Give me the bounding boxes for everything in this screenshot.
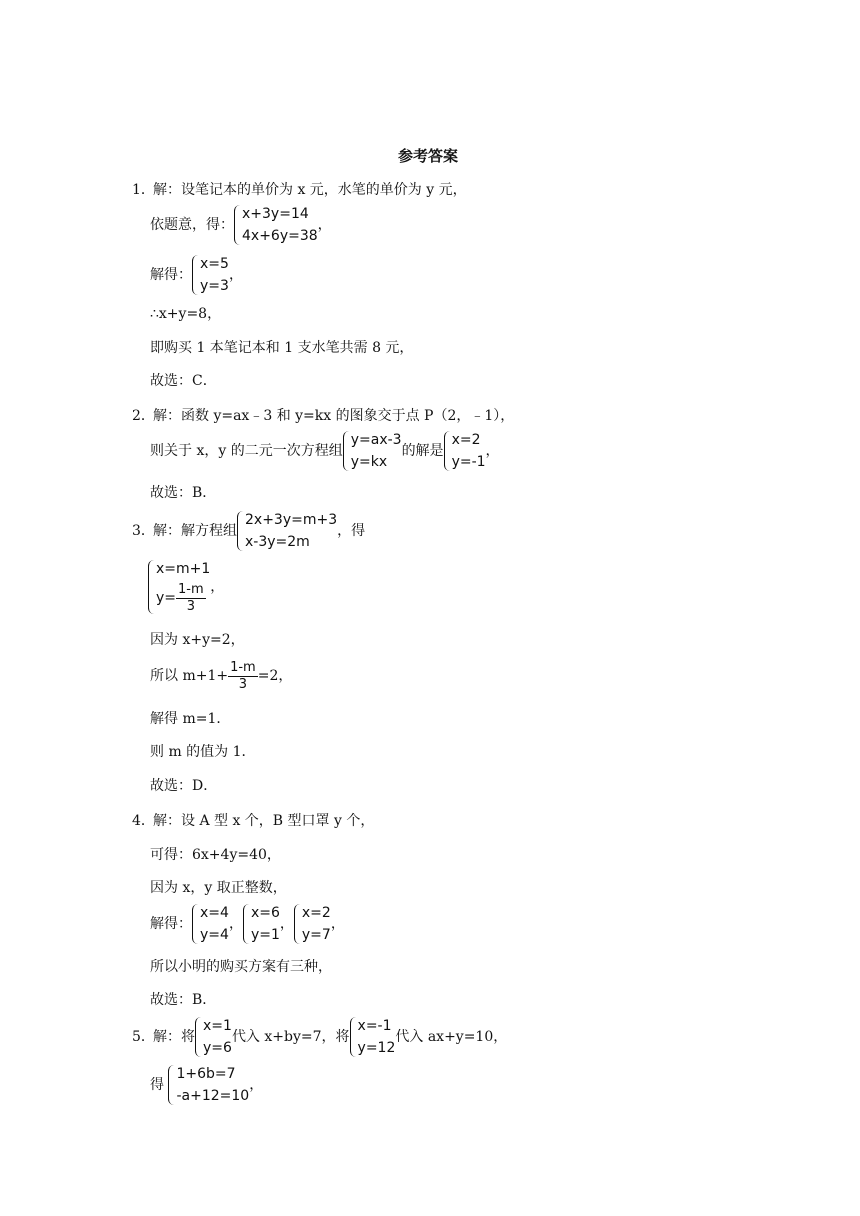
equation-row: y=12 — [357, 1040, 396, 1056]
q2-solution-system — [444, 429, 486, 473]
equation-row: x=6 — [250, 905, 280, 921]
q5-line2-prefix: 得 — [150, 1077, 164, 1093]
q1-line4: ∴x+y=8， — [150, 306, 222, 322]
q3-solution-system — [148, 558, 210, 616]
q5-system-2 — [350, 1015, 396, 1059]
q1-line5: 即购买 1 本笔记本和 1 支水笔共需 8 元， — [150, 340, 414, 356]
equation-row: y=4 — [200, 927, 229, 943]
q3-line6: 则 m 的值为 1． — [150, 744, 256, 760]
q4-line4: 解得： x=4 y=4 ， x=6 y=1 ， x=2 y=7 ， — [150, 901, 345, 947]
equation-row: x=5 — [200, 256, 229, 272]
q4-number: 4． — [132, 813, 155, 829]
equation-row: y=3 — [200, 278, 229, 294]
q3-line4-prefix: 所以 m+1+ — [150, 668, 229, 684]
q4-solution-b — [243, 902, 280, 946]
equation-row: x+3y=14 — [242, 206, 309, 222]
equation-row: y=-1 — [451, 454, 486, 470]
fraction-numerator: 1-m — [230, 659, 256, 675]
equation-row: x=2 — [301, 905, 331, 921]
q4-line6: 故选：B． — [150, 992, 217, 1008]
q1-line2-prefix: 依题意，得： — [150, 217, 234, 233]
equation-row: x=1 — [203, 1018, 232, 1034]
equation-row: y=7 — [301, 927, 331, 943]
equation-row — [156, 580, 210, 616]
equation-row: y=kx — [350, 454, 388, 470]
equation-row: x=-1 — [357, 1018, 392, 1034]
q3-equation-system — [237, 509, 337, 553]
equation-row: y=ax-3 — [350, 432, 402, 448]
q3-line1-prefix: 解：解方程组 — [153, 523, 237, 539]
q1-line6: 故选：C． — [150, 373, 217, 389]
fraction-numerator: 1-m — [178, 581, 204, 597]
q1-line2: 依题意，得： x+3y=14 4x+6y=38 ， — [150, 202, 332, 248]
q3-line4 — [150, 656, 292, 696]
equation-row: -a+12=10 — [176, 1088, 250, 1104]
equation-row: x=4 — [200, 905, 229, 921]
equation-row: x=m+1 — [156, 561, 211, 577]
q1-solution-system — [192, 253, 229, 297]
equation-row: 2x+3y=m+3 — [245, 512, 338, 528]
fraction — [228, 660, 258, 693]
q2-number: 2． — [132, 408, 155, 424]
q5-line1-prefix: 解：将 — [153, 1029, 195, 1045]
q3-line1 — [153, 508, 365, 554]
q3-line7: 故选：D． — [150, 778, 218, 794]
q5-system-1 — [195, 1015, 232, 1059]
q5-line1-mid: 代入 x+by=7，将 — [231, 1029, 350, 1045]
q5-number: 5． — [132, 1029, 155, 1045]
q1-line3: 解得： x=5 y=3 ， — [150, 252, 243, 298]
equation-row: y=1 — [250, 927, 280, 943]
q1-equation-system — [234, 203, 318, 247]
equation-row: y=6 — [203, 1040, 232, 1056]
fraction-denominator: 3 — [186, 598, 195, 614]
q4-solution-a — [192, 902, 229, 946]
q3-line5: 解得 m=1． — [150, 711, 231, 727]
q1-line3-prefix: 解得： — [150, 267, 192, 283]
q4-line2: 可得：6x+4y=40， — [150, 847, 281, 863]
fraction-denominator: 3 — [238, 676, 248, 692]
q5-line1 — [153, 1014, 507, 1060]
equation-row: x-3y=2m — [245, 534, 310, 550]
equation-row: 1+6b=7 — [176, 1066, 236, 1082]
q2-line2: 则关于 x，y 的二元一次方程组 y=ax-3 y=kx 的解是 x=2 y=-1 ， — [150, 428, 500, 474]
q5-line1-suffix: 代入 ax+y=10， — [395, 1029, 508, 1045]
page-title: 参考答案 — [398, 147, 459, 165]
fraction — [176, 582, 206, 615]
q1-number: 1． — [132, 182, 155, 198]
equation-row-prefix: y= — [156, 590, 177, 606]
q3-line4-suffix: =2， — [257, 668, 293, 684]
q5-line2: 得 1+6b=7 -a+12=10 ， — [150, 1062, 263, 1108]
q4-line5: 所以小明的购买方案有三种， — [150, 959, 332, 975]
q3-line3: 因为 x+y=2， — [150, 632, 245, 648]
q4-line1: 解：设 A 型 x 个，B 型口罩 y 个， — [153, 813, 375, 829]
q2-line3: 故选：B． — [150, 485, 217, 501]
q5-system-3 — [168, 1063, 249, 1107]
q4-line4-prefix: 解得： — [150, 916, 192, 932]
q2-line2-prefix: 则关于 x，y 的二元一次方程组 — [150, 443, 343, 459]
q4-solution-c — [294, 902, 331, 946]
q1-line1: 解：设笔记本的单价为 x 元，水笔的单价为 y 元， — [153, 182, 467, 198]
equation-row: x=2 — [451, 432, 481, 448]
q4-line3: 因为 x，y 取正整数， — [150, 880, 287, 896]
q3-line1-suffix: ，得 — [337, 523, 366, 539]
q3-line2: x=m+1 y= $\frac{1-m}{3}$ ， — [148, 556, 224, 618]
q2-line1: 解：函数 y=ax﹣3 和 y=kx 的图象交于点 P（2，﹣1）， — [153, 408, 515, 424]
equation-row: 4x+6y=38 — [242, 228, 318, 244]
q2-equation-system — [343, 429, 402, 473]
q2-line2-mid: 的解是 — [401, 443, 444, 459]
q3-number: 3． — [132, 523, 155, 539]
